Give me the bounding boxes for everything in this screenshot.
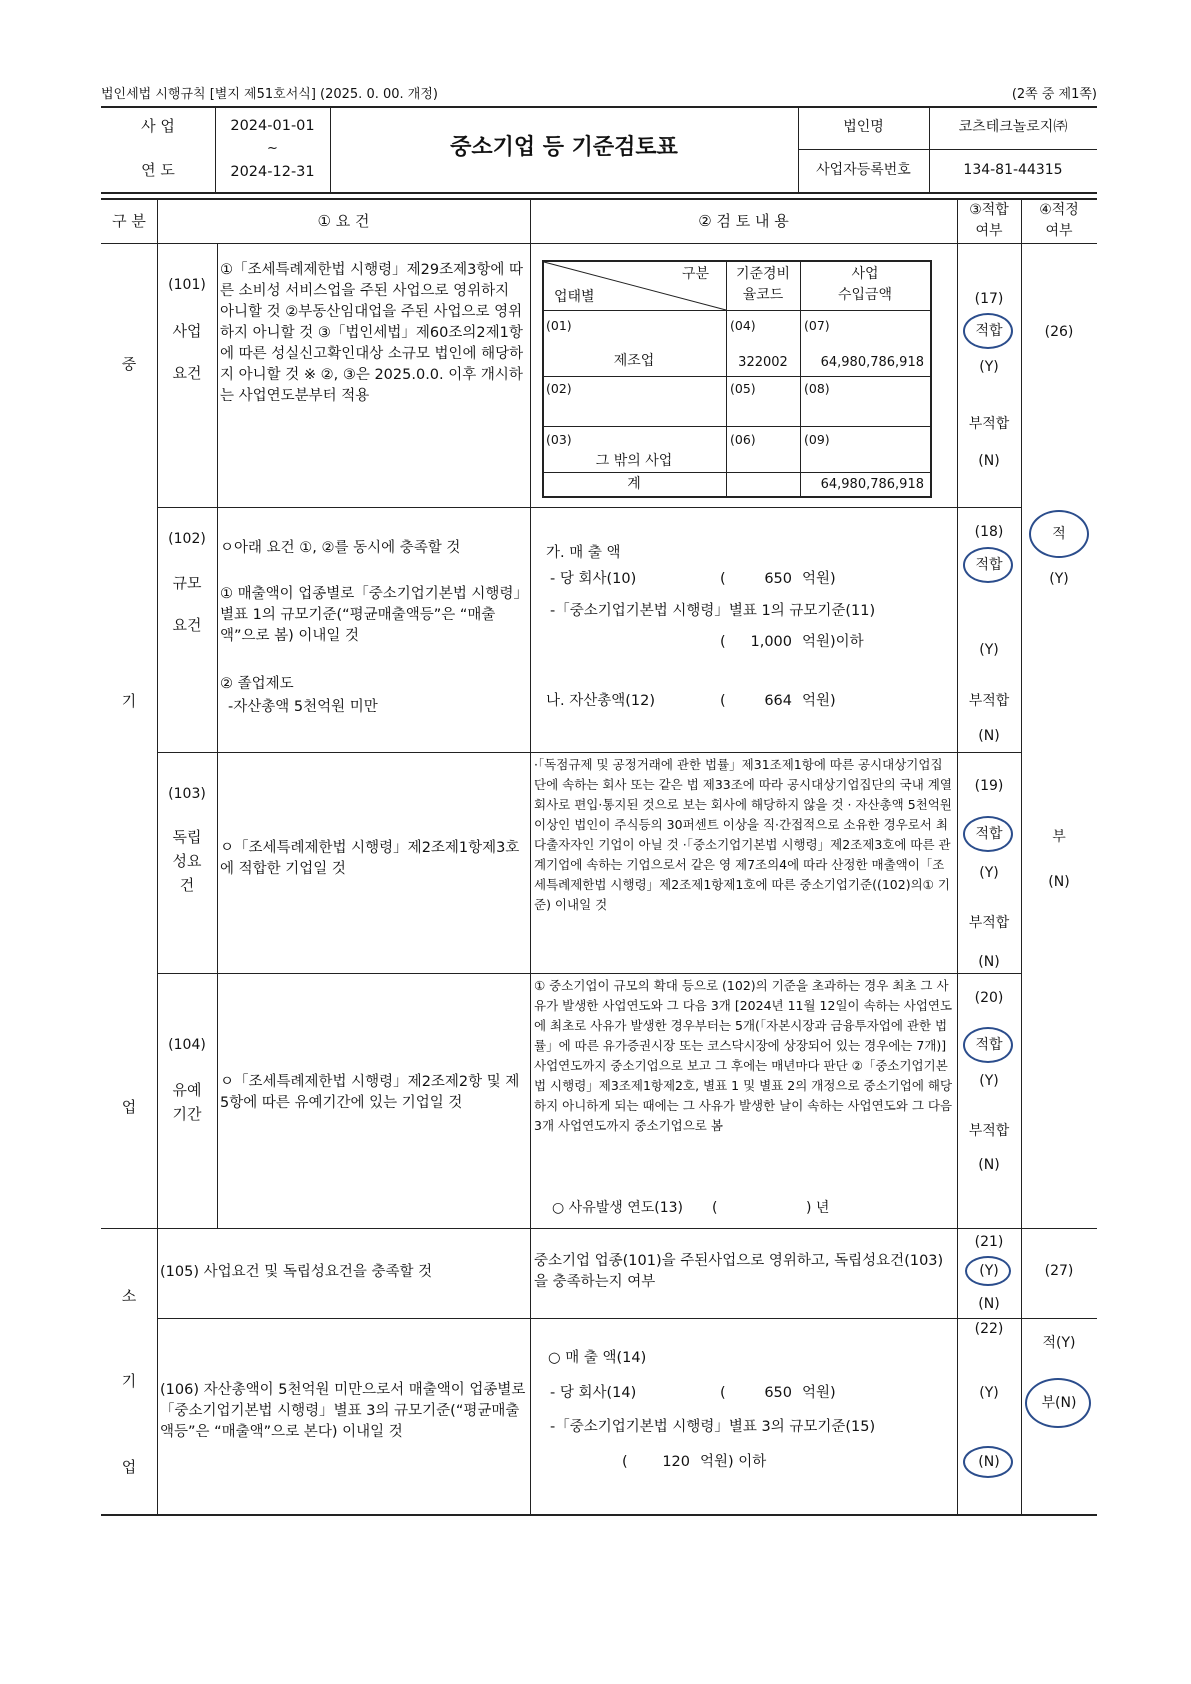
size-standard-label: -「중소기업기본법 시행령」별표 1의 규모기준(11)	[550, 603, 876, 619]
total-assets-value: 664	[764, 693, 792, 709]
paren: (	[720, 693, 726, 709]
page-info: (2쪽 중 제1쪽)	[1011, 87, 1097, 102]
row-105-n: (N)	[978, 1296, 1000, 1312]
row-104-n: (N)	[978, 1157, 1000, 1173]
row-102-req-1: ① 매출액이 업종별로「중소기업기본법 시행령」별표 1의 규모기준(“평균매출액등”은 “매출액”으로 봄) 이내일 것	[220, 586, 521, 644]
row-101-code: (101)	[168, 277, 206, 293]
table-top-rule	[101, 198, 1097, 200]
company-sales-value: 650	[764, 571, 792, 587]
unit: 억원)	[802, 1385, 836, 1401]
row-102-req-3: -자산총액 5천억원 미만	[228, 699, 378, 715]
row-no: (01)	[546, 318, 572, 333]
section-label-small: 기	[121, 1372, 137, 1390]
col-header-proper: ④적정	[1039, 202, 1079, 218]
row-no: (07)	[804, 318, 830, 333]
corp-name: 코츠테크놀로지㈜	[958, 119, 1068, 135]
divider	[217, 243, 218, 1228]
paren: (	[720, 634, 726, 650]
table-header-gubun: 구분	[682, 266, 710, 282]
industry-name: 그 밖의 사업	[595, 453, 673, 469]
row-104-code: (104)	[168, 1037, 206, 1053]
row-102-fit-no: (18)	[974, 524, 1004, 540]
row-101-requirement: ①「조세특례제한법 시행령」제29조제3항에 따른 소비성 서비스업을 주된 사업으로 영위하지 아니할 것 ②부동산임대업을 주된 사업으로 영위하지 아니할 것 ③「법인세법」제60조의2제1항에 따른 성실신고확인대상 소규모 법인에 해당하지 아니할 것 ※ ②, ③은 2025.0.0. 이후 개시하는 사업연도분부터 적용	[220, 262, 524, 404]
col-header-proper: 여부	[1045, 223, 1073, 239]
paren: (	[712, 1200, 718, 1216]
row-103-proper: 부	[1052, 829, 1066, 845]
small-company-sales-value: 650	[764, 1385, 792, 1401]
unit: 억원)	[802, 693, 836, 709]
row-rule	[157, 1318, 1097, 1319]
row-105-proper-no: (27)	[1044, 1263, 1074, 1279]
unit: 억원)	[802, 571, 836, 587]
period-end: 2024-12-31	[230, 164, 315, 180]
table-header-type: 업태별	[554, 289, 595, 305]
top-rule	[101, 106, 1097, 108]
table-header-code: 기준경비	[735, 266, 791, 282]
event-year-label: ○ 사유발생 연도(13)	[552, 1200, 683, 1216]
row-104-review: ① 중소기업이 규모의 확대 등으로 (102)의 기준을 초과하는 경우 최초 그 사유가 발생한 사업연도와 그 다음 3개 [2024년 11월 12일이 속하는 사업연도에 최초로 사유가 발생한 경우부터는 5개(「자본시장과 금융투자업에 관한 법률」에 따른 유가증권시장 또는 코스닥시장에 상장되어 있는 경우에는 7개)] 사업연도까지 중소기업으로 보고 그 후에는 매년마다 판단 ②「중소기업기본법 시행령」제3조제1항제2호, 별표 1 및 별표 2의 개정으로 중소기업에 해당하지 아니하게 되는 때에는 그 사유가 발생한 날이 속하는 사업연도와 그 다음 3개 사업연도까지 중소기업으로 봄	[534, 978, 953, 1133]
table-bottom-rule	[101, 1514, 1097, 1516]
row-102-n: (N)	[978, 728, 1000, 744]
section-label-sme: 기	[121, 692, 137, 710]
row-104-requirement: ㅇ「조세특례제한법 시행령」제2조제2항 및 제5항에 따른 유예기간에 있는 기업일 것	[220, 1074, 520, 1111]
row-103-nofit: 부적합	[968, 915, 1010, 931]
total-amount: 64,980,786,918	[820, 477, 924, 492]
row-102-label: 규모요건	[172, 574, 202, 634]
col-header-gubun: 구 분	[112, 212, 146, 230]
row-105-requirement: (105) 사업요건 및 독립성요건을 충족할 것	[160, 1264, 433, 1280]
col-header-review: ② 검 토 내 용	[698, 212, 789, 230]
row-103-requirement: ㅇ「조세특례제한법 시행령」제2조제1항제3호에 적합한 기업일 것	[220, 840, 520, 877]
size-standard-value: 1,000	[750, 634, 792, 650]
row-no: (06)	[730, 432, 756, 447]
row-104-fit: 적합	[975, 1037, 1003, 1053]
paren: (	[720, 571, 726, 587]
column-header-rule	[101, 243, 1097, 244]
section-label-small: 소	[121, 1287, 137, 1305]
col-header-fit: ③적합	[969, 202, 1009, 218]
company-sales-label: - 당 회사(10)	[550, 571, 637, 587]
fiscal-year-label: 연 도	[141, 161, 175, 179]
row-103-fit-no: (19)	[974, 778, 1004, 794]
row-106-n: (N)	[978, 1454, 1000, 1470]
row-101-label: 사업요건	[172, 322, 202, 382]
total-assets-label: 나. 자산총액(12)	[546, 693, 656, 709]
corp-name-label: 법인명	[843, 119, 884, 135]
row-104-fit-no: (20)	[974, 990, 1004, 1006]
period-tilde: ~	[267, 141, 278, 156]
row-104-label: 유예기간	[172, 1081, 202, 1123]
form-reference: 법인세법 시행규칙 [별지 제51호서식] (2025. 0. 00. 개정)	[101, 87, 438, 102]
biz-no-label: 사업자등록번호	[816, 162, 911, 178]
small-size-standard-label: -「중소기업기본법 시행령」별표 3의 규모기준(15)	[550, 1419, 876, 1435]
row-101-nofit: 부적합	[968, 416, 1010, 432]
small-company-sales-label: - 당 회사(14)	[550, 1385, 637, 1401]
col-header-fit: 여부	[975, 223, 1003, 239]
row-103-y: (Y)	[979, 865, 999, 881]
row-101-proper-no: (26)	[1044, 324, 1074, 340]
industry-name: 제조업	[613, 353, 655, 369]
row-102-req-intro: ㅇ아래 요건 ①, ②를 동시에 충족할 것	[220, 540, 461, 556]
row-103-label: 독립성요건	[172, 828, 202, 894]
row-104-y: (Y)	[979, 1073, 999, 1089]
row-rule	[157, 973, 1021, 974]
row-no: (05)	[730, 381, 756, 396]
row-105-y: (Y)	[979, 1263, 999, 1279]
row-104-nofit: 부적합	[968, 1123, 1010, 1139]
row-102-fit: 적합	[975, 557, 1003, 573]
row-103-n: (N)	[978, 954, 1000, 970]
table-header-code: 율코드	[742, 287, 784, 303]
row-105-review: 중소기업 업종(101)을 주된사업으로 영위하고, 독립성요건(103)을 충족하는지 여부	[534, 1253, 944, 1290]
business-income-table	[542, 260, 930, 496]
row-rule	[157, 752, 1021, 753]
row-106-requirement: (106) 자산총액이 5천억원 미만으로서 매출액이 업종별로「중소기업기본법 시행령」별표 3의 규모기준(“평균매출액등”은 “매출액”으로 본다) 이내일 것	[160, 1382, 526, 1440]
table-header-amount: 수입금액	[837, 287, 893, 303]
total-label: 계	[627, 476, 641, 492]
row-103-review: ·「독점규제 및 공정거래에 관한 법률」제31조제1항에 따른 공시대상기업집단에 속하는 회사 또는 같은 법 제33조에 따라 공시대상기업집단의 국내 계열회사로 편입·통지된 것으로 보는 회사에 해당하지 않을 것 · 자산총액 5천억원 이상인 법인이 주식등의 30퍼센트 이상을 직·간접적으로 소유한 경우로서 최다출자자인 기업이 아닐 것 ·「중소기업기본법 시행령」제2조제3호에 따른 관계기업에 속하는 기업으로서 같은 영 제7조의4에 따라 산정한 매출액이「조세특례제한법 시행령」제2조제1항제1호에 따른 중소기업기준((102)의① 기준) 이내일 것	[534, 757, 952, 912]
sales-label: 가. 매 출 액	[546, 545, 621, 561]
row-103-fit: 적합	[975, 826, 1003, 842]
fiscal-year-label: 사 업	[141, 117, 175, 135]
row-no: (09)	[804, 432, 830, 447]
paren: (	[720, 1385, 726, 1401]
row-102-code: (102)	[168, 531, 206, 547]
row-no: (08)	[804, 381, 830, 396]
section-label-sme: 업	[121, 1098, 137, 1116]
row-103-proper-n: (N)	[1048, 874, 1070, 890]
section-label-small: 업	[121, 1458, 137, 1476]
section-label-sme: 중	[121, 355, 137, 373]
row-102-nofit: 부적합	[968, 693, 1010, 709]
row-102-proper-y: (Y)	[1049, 571, 1069, 587]
table-header-amount: 사업	[851, 266, 879, 282]
divider	[798, 149, 1097, 150]
unit: 억원) 이하	[700, 1454, 767, 1470]
income-amount: 64,980,786,918	[820, 355, 924, 370]
biz-no: 134-81-44315	[963, 162, 1063, 178]
page-title: 중소기업 등 기준검토표	[450, 135, 678, 160]
row-no: (02)	[546, 381, 572, 396]
row-101-n: (N)	[978, 453, 1000, 469]
row-101-y: (Y)	[979, 359, 999, 375]
row-102-proper: 적	[1052, 526, 1066, 542]
paren: (	[622, 1454, 628, 1470]
row-102-req-2: ② 졸업제도	[220, 676, 294, 692]
row-105-fit-no: (21)	[974, 1234, 1004, 1250]
row-rule	[157, 507, 1021, 508]
row-no: (03)	[546, 432, 572, 447]
row-103-code: (103)	[168, 786, 206, 802]
unit: 억원)이하	[802, 634, 864, 650]
row-106-y: (Y)	[979, 1385, 999, 1401]
row-106-proper-y: 적(Y)	[1042, 1335, 1076, 1351]
header-bottom-rule	[101, 192, 1097, 194]
event-year-value: ) 년	[806, 1200, 830, 1216]
row-101-fit: 적합	[975, 323, 1003, 339]
small-size-standard-value: 120	[662, 1454, 690, 1470]
period-start: 2024-01-01	[230, 118, 315, 134]
col-header-requirement: ① 요 건	[317, 212, 370, 230]
row-106-fit-no: (22)	[974, 1321, 1004, 1337]
section-rule	[101, 1228, 1097, 1229]
small-sales-label: ○ 매 출 액(14)	[548, 1350, 647, 1366]
row-no: (04)	[730, 318, 756, 333]
row-101-fit-no: (17)	[974, 291, 1004, 307]
expense-code: 322002	[738, 355, 788, 370]
row-102-y: (Y)	[979, 642, 999, 658]
row-106-proper-n: 부(N)	[1041, 1395, 1077, 1411]
